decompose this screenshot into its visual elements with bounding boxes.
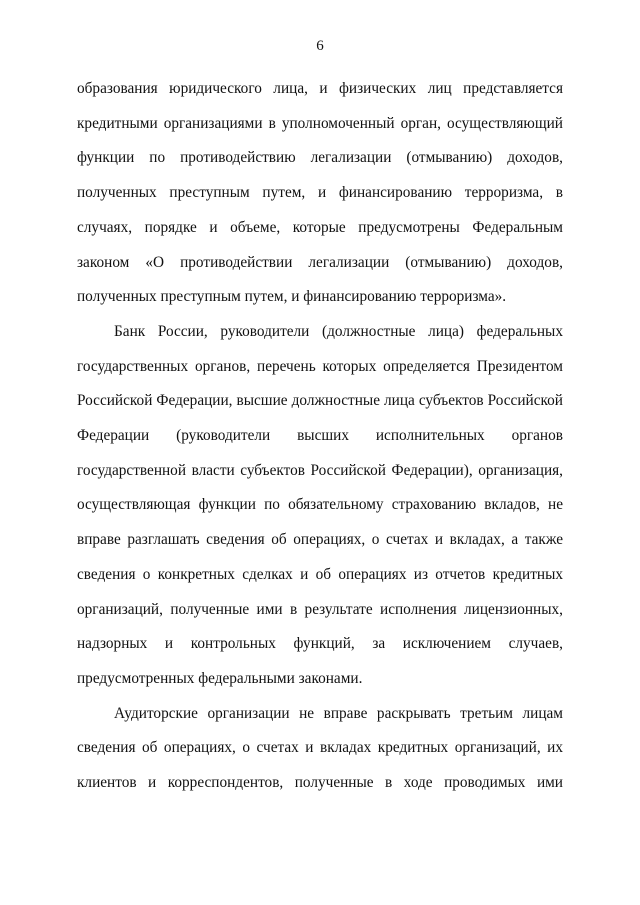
- page-number: 6: [316, 38, 324, 54]
- paragraph-continuation: образования юридического лица, и физических лиц представляется кредитными организациями в уполномоченный орган, осуществляющий функции по противодействию легализации (отмыванию) доходов, полученных преступным путем, и финансированию терроризма, в случаях, порядке и объеме, которые предусмотрены Федеральным законом «О противодействии легализации (отмыванию) доходов, полученных преступным путем, и финансированию терроризма».: [77, 80, 563, 306]
- paragraph-audit-organizations: Аудиторские организации не вправе раскрывать третьим лицам сведения об операциях, о счетах и вкладах кредитных организаций, их клиентов и корреспондентов, полученные в ходе проводимых ими: [77, 704, 563, 792]
- paragraph-bank-of-russia: Банк России, руководители (должностные лица) федеральных государственных органов, перечень которых определяется Президентом Российской Федерации, высшие должностные лица субъектов Российской Федерации (руководители высших исполнительных органов государственной власти субъектов Российской Федерации), организация, осуществляющая функции по обязательному страхованию вкладов, не вправе разглашать сведения об операциях, о счетах и вкладах, а также сведения о конкретных сделках и об операциях из отчетов кредитных организаций, полученные ими в результате исполнения лицензионных, надзорных и контрольных функций, за исключением случаев, предусмотренных федеральными законами.: [77, 322, 563, 687]
- document-body: [77, 72, 563, 801]
